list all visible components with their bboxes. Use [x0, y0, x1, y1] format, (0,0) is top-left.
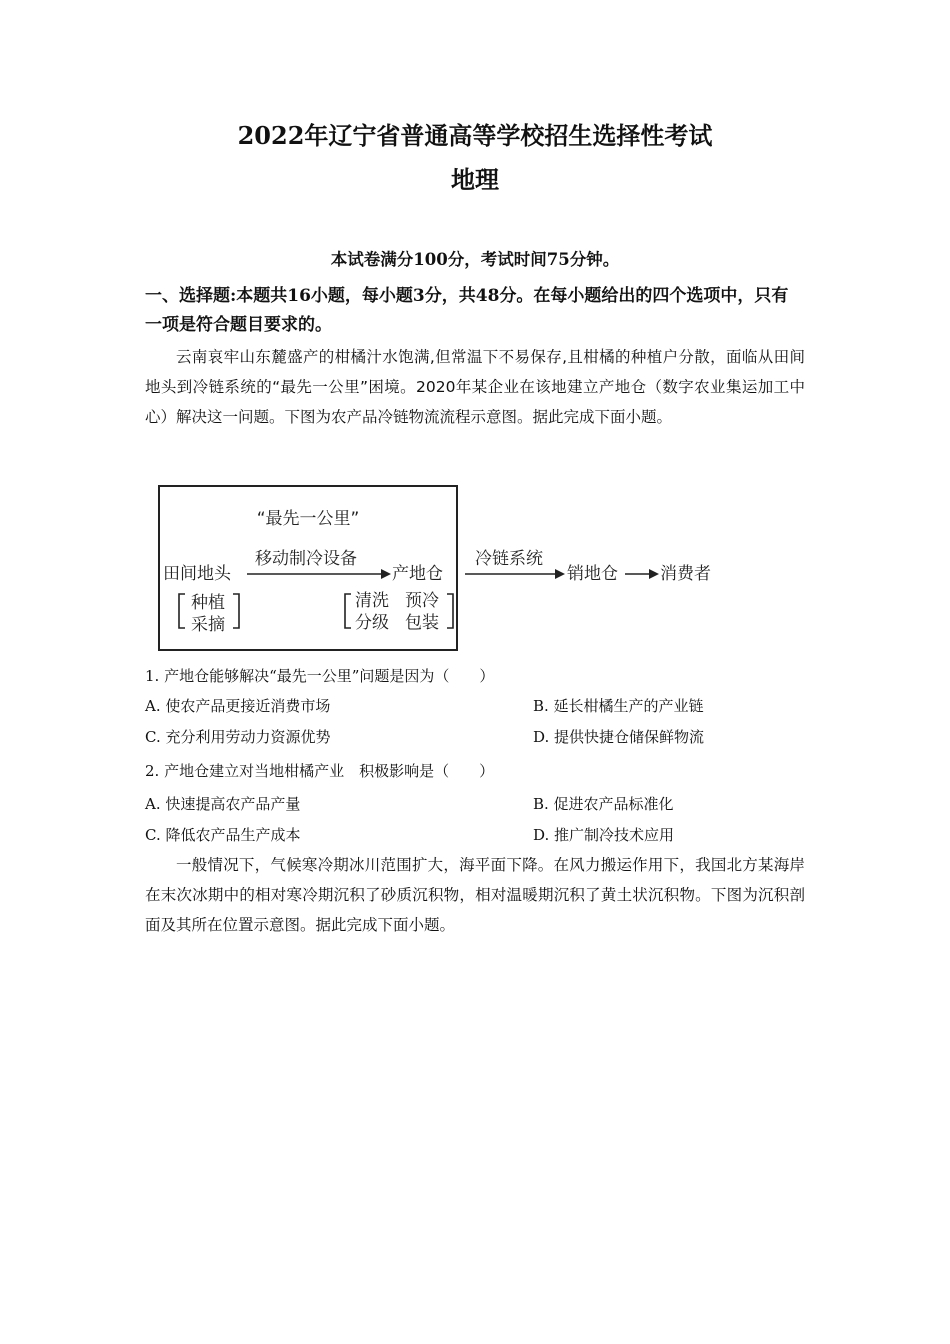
question-1-option-d: D. 提供快捷仓储保鲜物流 [533, 728, 705, 746]
question-2-option-d: D. 推广制冷技术应用 [533, 826, 675, 844]
arrow-2 [465, 569, 565, 579]
question-1-option-a: A. 使农产品更接近消费市场 [145, 697, 331, 715]
warehouse-sub-3: 分级 [355, 613, 389, 633]
arrow-1 [247, 569, 391, 579]
section-heading: 一、选择题:本题共16小题，每小题3分，共48分。在每小题给出的四个选项中，只有一项是符合题目要求的。 [145, 286, 789, 335]
diagram-top-label: “最先一公里” [256, 509, 360, 529]
question-2-option-a: A. 快速提高农产品产量 [145, 795, 301, 813]
field-sub-1: 种植 [191, 593, 225, 613]
warehouse-bracket-right [447, 594, 453, 628]
diagram-consumer: 消费者 [660, 564, 711, 584]
exam-title: 2022年辽宁省普通高等学校招生选择性考试 [237, 121, 713, 150]
question-1-stem: 1. 产地仓能够解决“最先一公里”问题是因为（ ） [145, 667, 495, 685]
field-sub-2: 采摘 [191, 615, 225, 635]
diagram-arrow1-label: 移动制冷设备 [255, 549, 357, 569]
arrow-3 [625, 569, 659, 579]
exam-info: 本试卷满分100分，考试时间75分钟。 [330, 250, 620, 269]
cold-chain-diagram [155, 482, 735, 654]
diagram-field: 田间地头 [163, 564, 231, 584]
subject-title: 地理 [451, 165, 499, 194]
diagram-arrow2-label: 冷链系统 [475, 549, 543, 569]
question-2-option-b: B. 促进农产品标准化 [533, 795, 674, 813]
warehouse-bracket-left [345, 594, 351, 628]
warehouse-sub-4: 包装 [405, 613, 439, 633]
field-bracket-right [233, 594, 239, 628]
field-bracket-left [179, 594, 185, 628]
question-2-option-c: C. 降低农产品生产成本 [145, 826, 301, 844]
passage-1: 云南哀牢山东麓盛产的柑橘汁水饱满,但常温下不易保存,且柑橘的种植户分散，面临从田间地头到冷链系统的“最先一公里”困境。2020年某企业在该地建立产地仓（数字农业集运加工中心）解决这一问题。下图为农产品冷链物流流程示意图。据此完成下面小题。 [145, 348, 805, 426]
warehouse-sub-2: 预冷 [405, 591, 439, 611]
passage-2: 一般情况下，气候寒冷期冰川范围扩大，海平面下降。在风力搬运作用下，我国北方某海岸在末次冰期中的相对寒冷期沉积了砂质沉积物，相对温暖期沉积了黄土状沉积物。下图为沉积剖面及其所在位置示意图。据此完成下面小题。 [145, 856, 805, 934]
diagram-sales-warehouse: 销地仓 [567, 564, 618, 584]
diagram-origin-warehouse: 产地仓 [392, 564, 443, 584]
warehouse-sub-1: 清洗 [355, 591, 389, 611]
question-2-stem: 2. 产地仓建立对当地柑橘产业 积极影响是（ ） [145, 762, 495, 780]
question-1-option-c: C. 充分利用劳动力资源优势 [145, 728, 331, 746]
question-1-option-b: B. 延长柑橘生产的产业链 [533, 697, 704, 715]
